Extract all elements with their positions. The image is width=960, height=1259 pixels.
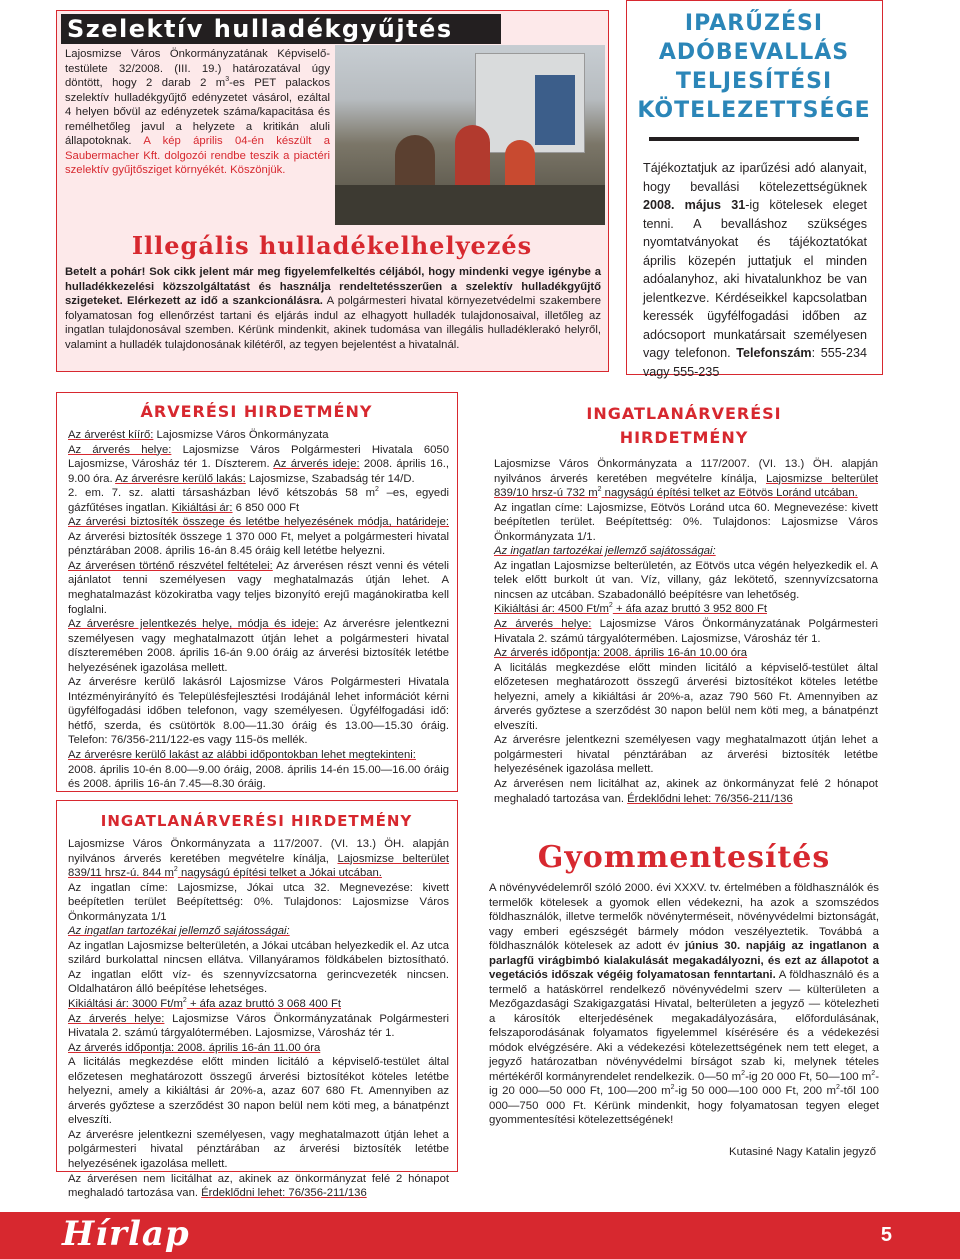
szelektiv-text: Lajosmizse Város Önkormányzatának Képviselő-testülete 32/2008. (III. 19.) határozatával úgy döntött, hogy 2 darab 2 $m^3-es$ PET palackos szelektív hulladékgyűjtő edényzetet vásárol, ezáltal 4 helyen bővül az edényzetek száma/kapacitása és remélhetőleg javul a helyzete a kritikán aluli állapotoknak. A kép április 04-én készült a Saubermacher Kft. dolgozói rendbe teszik a piactéri szelektív gyűjtősziget környékét. Köszönjük. (65, 48, 331, 177)
arveresi-title: ÁRVERÉSI HIRDETMÉNY (140, 402, 373, 421)
arveresi-body: Az árverést kíírő: Lajosmizse Város Önkormányzata Az árverés helye: Lajosmizse Város Polgármesteri Hivatala 6050 Lajosmizse, Városház tér 1. Díszterem. Az árverés ideje: 2008. április 16., 9.00 óra. Az árverésre kerülő lakás: Lajosmizse, Szabadság tér 14/D. 2. em. 7. sz. alatti társasházban lévő kétszobás 58 $m^2$ –es, egyedi gázfűtéses ingatlan. Kikiáltási ár: 6 850 000 Ft Az árverési biztosíték összege és letétbe helyezésének módja, határideje: Az árverési biztosíték összege 1 370 000 Ft, melyet a polgármesteri hivatal pénztárában 2008. április 16-án 8.45 óráig kell letétbe helyezni. Az árverésen történő részvétel feltételei: Az árverésen részt venni és vételi ajánlatot tenni személyesen vagy meghatalmazás útján lehet. A meghatalmazást közokiratba vagy teljes bizonyító erejű magánokiratba kell foglalni. Az árverésre jelentkezés helye, módja és ideje: Az árverésre jelentkezni személyesen vagy meghatalmazott útján lehet a polgármesteri hivatal díszteremében 2008. április 16-án 9.00 óráig az árverési biztosíték letétbe helyezésének igazolása mellett. Az árverésre kerülő lakásról Lajosmizse Város Polgármesteri Hivatala Intézményirányító és Településfejlesztési Irodájánál lehet információt kérni ügyfélfogadási időben telefonon, vagy személyesen. Ügyfélfogadási idő: hétfő, szerda, és csütörtök 8.00—11.30 óráig és 13.00—15.30 óráig. Telefon: 76/356-211/122-es vagy 115-ös mellék. Az árverésre kerülő lakást az alábbi időpontokban lehet megtekinteni: 2008. április 10-én 8.00—9.00 óráig, 2008. április 14-én 15.00—16.00 óráig és 2008. április 16-án 7.45—8.30 óráig. (68, 429, 450, 791)
illegalis-text: Betelt a pohár! Sok cikk jelent már meg figyelemfelkeltés céljából, hogy mindenki vegye igénybe a hulladékkezelési közszolgáltatást és használja rendeltetésszerűen a szelektív hulladékgyűjtő szigeteket. Elérkezett az idő a szankcionálásra. A polgármesteri hivatal környezetvédelmi szakembere folyamatosan fog ellenőrzést tartani és eljárás indul az elhagyott hulladék tulajdonosaival, illetőleg az ingatlan tulajdonosával szemben. Kérünk mindenkit, akinek tudomása van illegális hulladéklerakó helyről, valamint a hulladék tulajdonosának kilétéről, az tegyen bejelentést a hivatalnál. (65, 266, 601, 351)
gyom-signature: Kutasiné Nagy Katalin jegyző (729, 1146, 876, 1158)
ingatlan2-body: Lajosmizse Város Önkormányzata a 117/2007. (VI. 13.) ÖH. alapján nyilvános árverés keretében megvételre kínálja, Lajosmizse belterület 839/10 hrsz-ú 732 $m^2$ nagyságú építési telket az Eötvös Loránd utcában. Az ingatlan címe: Lajosmizse, Eötvös Loránd utca 60. Megnevezése: kivett beépítetlen terület. Beépítettség: 0%. Tulajdonos: Lajosmizse Város Önkormányzata 1/1. Az ingatlan tartozékai jellemző sajátosságai: Az ingatlan Lajosmizse belterületén, az Eötvös utca végén helyezkedik el. A telek előtt burkolt út van. Víz, villany, gáz lekötető, szennyvízcsatorna nincsen az utcában. Szabadonálló beépítésre van lehetőség. Kikiáltási ár: 4500 $Ft/m^2$ + áfa azaz bruttó 3 952 800 Ft Az árverés helye: Lajosmizse Város Önkormányzatának Polgármesteri Hivatala 2. számú tárgyalótermében. Lajosmizse, Városház tér 1. Az árverés időpontja: 2008. április 16-án 10.00 óra A licitálás megkezdése előtt minden licitáló a képviselő-testület által előzetesen meghatározott összegű árverési biztosítékot köteles letétbe helyezni, amely a kikiáltási ár 20%-a, azaz 790 560 Ft. Amennyiben az árverés győztese a szerződést 30 napon belül nem köti meg, a bánatpénzt elveszíti. Az árverésre jelentkezni személyesen vagy meghatalmazott útján lehet a polgármesteri hivatal pénztárában az árverési biztosíték letétbe helyezésének igazolása mellett. Az árverésen nem licitálhat az, akinek az önkormányzat felé 2 hónapot meghaladó tartozása van. Érdeklődni lehet: 76/356-211/136 (494, 458, 879, 805)
gyom-text: A növényvédelemről szóló 2000. évi XXXV. tv. értelmében a földhasználók és termelők kötelesek a gyomok ellen védekezni, ha azok a szomszédos földhasználók, illetve termelők növényterméseit, növényvédelmi biztonságát, vagy emberi egészségét bármely módon veszélyeztetik. Továbbá a földhasználók kötelesek az adott év június 30. napjáig az ingatlanon a parlagfű virágbimbó kialakulását megakadályozni, és ezt az állapotot a vegetációs időszak végéig folyamatosan fenntartani. A földhasználó és a termelő a hatáskörrel rendelkező növényvédelmi szerv — külterületen a Mezőgazdasági Szakigazgatási Hivatal, belterületen a jegyző — kötelezheti a károsítók elterjedésének megakadályozására, előfordulásának, felszaporodásának folyamatos figyelemmel kísérésére és a védekezési módok elvégzésére. Aki a védekezési kötelezettségének nem tett eleget, a jegyző határozatban növényvédelmi bírságot szab ki, melynek tételes mértékéről kormányrendelet rendelkezik. 0—50 $m^2-ig$ 20 000 Ft, 50—100 $m^2-ig$ 20 000—50 000 Ft, 100—200 $m^2-ig$ 50 000—100 000 Ft, 200 $m^2$-től 100 000—750 000 Ft. Kérünk mindenkit, hogy folyamatosan tegyen eleget gyommentesítési kötelezettségének! (489, 882, 879, 1126)
iparuzesi-rule (649, 137, 859, 141)
szelektiv-photo (335, 45, 605, 225)
gyom-section (484, 840, 884, 1180)
szelektiv-title: Szelektív hulladékgyűjtés (61, 14, 501, 44)
iparuzesi-title: IPARŰZÉSI ADÓBEVALLÁS TELJESÍTÉSI KÖTELEZETTSÉGE (637, 11, 871, 123)
ingatlan1-frame (56, 800, 458, 1200)
ingatlan2-title: INGATLANÁRVERÉSI HIRDETMÉNY (586, 404, 782, 447)
hirlap-logo: Hírlap (62, 1214, 190, 1254)
illegalis-title: Illegális hulladékelhelyezés (131, 231, 533, 260)
ingatlan1-body: Lajosmizse Város Önkormányzata a 117/2007. (VI. 13.) ÖH. alapján nyilvános árverés keretében megvételre kínálja, Lajosmizse belterület 839/11 hrsz-ú. 844 $m^2$ nagyságú építési telket a Jókai utcában. Az ingatlan címe: Lajosmizse, Jókai utca 32. Megnevezése: kivett beépítetlen terület Beépítettség: 0%. Tulajdonos: Lajosmizse Város Önkormányzata 1/1 Az ingatlan tartozékai jellemző sajátosságai: Az ingatlan Lajosmizse belterületén, a Jókai utcában helyezkedik el. Az utca szilárd burkolattal nincsen ellátva. Villanyáramos földkábelen biztosítható. Az ingatlan előtt víz- és szennyvízcsatorna gerincvezeték nincsen. Oldalhatáron álló beépítése lehetséges. Kikiáltási ár: 3000 $Ft/m^2$ + áfa azaz bruttó 3 068 400 Ft Az árverés helye: Lajosmizse Város Önkormányzatának Polgármesteri Hivatala 2. számú tárgyalótermében. Lajosmizse, Városház tér 1. Az árverés időpontja: 2008. április 16-án 11.00 óra A licitálás megkezdése előtt minden licitáló a képviselő-testület által előzetesen meghatározott összegű árverési biztosítékot köteles letétbe helyezni, amely a kikiáltási ár 20%-a, azaz 607 680 Ft. Amennyiben az árverés győztese a szerződést 30 napon belül nem köti meg, a bánatpénzt elveszíti. Az árverésre jelentkezni személyesen, vagy meghatalmazott útján lehet a polgármesteri hivatal pénztárában az árverési biztosíték letétbe helyezésének igazolása mellett. Az árverésen nem licitálhat az, akinek az önkormányzat felé 2 hónapot meghaladó tartozása van. Érdeklődni lehet: 76/356-211/136 (68, 838, 450, 1200)
footer-bar (0, 1212, 960, 1259)
iparuzesi-text: Tájékoztatjuk az iparűzési adó alanyait, hogy bevallási kötelezettségüknek 2008. május 31-ig kötelesek eleget tenni. A bevalláshoz szükséges nyomtatványokat és tájékoztatókat április közepén juttatjuk el minden adóalanyhoz, aki hivatalunkhoz be van jelentkezve. Kérdéseikkel kapcsolatban keressék ügyfélfogadási időben az adócsoport munkatársait személyesen vagy telefonon. Telefonszám: 555-234 vagy 555-235 (643, 161, 868, 379)
page-number: 5 (880, 1224, 892, 1246)
ingatlan1-title: INGATLANÁRVERÉSI HIRDETMÉNY (100, 812, 413, 830)
gyom-title: Gyommentesítés (537, 840, 831, 875)
ingatlan2-frame (484, 392, 884, 832)
iparuzesi-frame (626, 0, 883, 379)
top-left-frame (56, 10, 609, 372)
arveresi-frame (56, 392, 458, 792)
